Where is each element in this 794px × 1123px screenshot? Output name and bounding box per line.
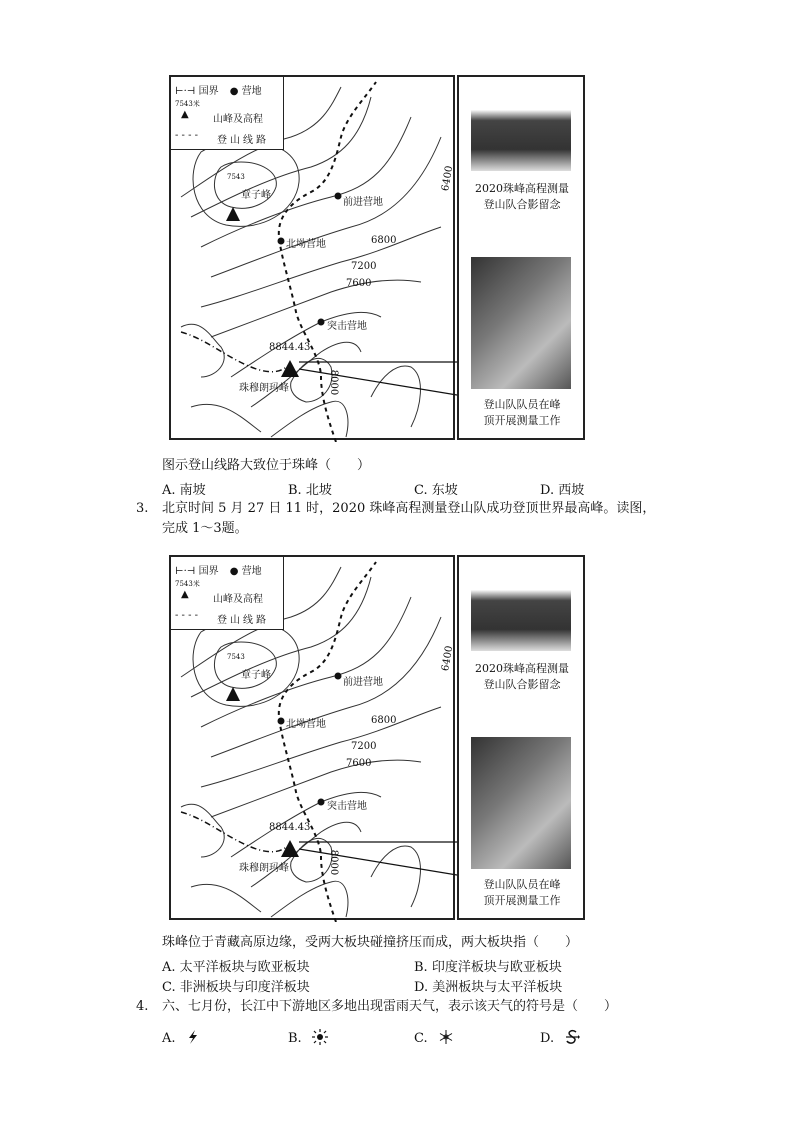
legend-camp-label: 营地 [241, 86, 262, 97]
contour-7600: 7600 [346, 758, 372, 769]
contour-6400: 6400 [440, 165, 456, 192]
summit-photo [471, 737, 571, 869]
assault-camp-marker [318, 799, 325, 806]
zhangzi-peak-icon [226, 207, 240, 221]
map-legend [171, 557, 284, 630]
border-symbol-icon: ⊢·⊣ [175, 86, 196, 97]
q4-option-c[interactable] [414, 1029, 454, 1046]
contour-map [169, 75, 455, 440]
photo2-caption-line2: 顶开展测量工作 [483, 414, 561, 427]
zhangzi-label: 章子峰 [241, 190, 271, 201]
q4-option-c-label: C. [414, 1031, 428, 1046]
q4-option-a-label: A. [162, 1031, 176, 1046]
q4-option-d[interactable] [540, 1029, 580, 1046]
everest-label: 珠穆朗玛峰 [239, 383, 289, 394]
photo-panel [457, 555, 585, 920]
legend-peak-label: 山峰及高程 [213, 594, 263, 605]
q3-option-c[interactable]: C. 非洲板块与印度洋板块 [162, 980, 310, 995]
zhangzi-elevation: 7543 [227, 173, 245, 181]
map-legend [171, 77, 284, 150]
zhangzi-elevation: 7543 [227, 653, 245, 661]
peak-symbol-icon: ▲ [181, 109, 189, 120]
q3-intro-line2: 完成 1～3题。 [162, 521, 248, 536]
summit-photo [471, 257, 571, 389]
q4-option-a[interactable] [162, 1029, 200, 1046]
border-symbol-icon: ⊢·⊣ [175, 566, 196, 577]
assault-camp-label: 突击营地 [327, 321, 367, 332]
photo1-caption-line1: 2020珠峰高程测量 [475, 662, 569, 675]
contour-6800: 6800 [371, 235, 397, 246]
photo1-caption-line2: 登山队合影留念 [483, 198, 561, 211]
contour-8000: 8000 [328, 849, 340, 876]
q4-option-b[interactable] [288, 1029, 328, 1046]
legend-camp-label: 营地 [241, 566, 262, 577]
legend-route-label: 登山线路 [217, 135, 269, 146]
sun-icon [312, 1029, 328, 1045]
q3-option-b[interactable]: B. 印度洋板块与欧亚板块 [414, 960, 562, 975]
assault-camp-label: 突击营地 [327, 801, 367, 812]
route-symbol-icon: - - - - [175, 130, 199, 141]
q2-option-d[interactable]: D. 西坡 [540, 483, 585, 498]
north-col-camp-label: 北坳营地 [286, 719, 326, 730]
legend-peak-label: 山峰及高程 [213, 114, 263, 125]
contour-7200: 7200 [351, 261, 377, 272]
snowflake-icon [438, 1029, 454, 1045]
q4-option-b-label: B. [288, 1031, 302, 1046]
photo2-caption-line2: 顶开展测量工作 [483, 894, 561, 907]
photo1-caption-line2: 登山队合影留念 [483, 678, 561, 691]
q4-option-d-label: D. [540, 1031, 555, 1046]
q4-stem: 六、七月份，长江中下游地区多地出现雷雨天气，表示该天气的符号是（ ） [162, 999, 618, 1014]
contour-map [169, 555, 455, 920]
everest-label: 珠穆朗玛峰 [239, 863, 289, 874]
everest-elevation: 8844.43 [269, 342, 311, 353]
peak-symbol-icon: ▲ [181, 589, 189, 600]
contour-7600: 7600 [346, 278, 372, 289]
photo2-caption-line1: 登山队队员在峰 [483, 878, 561, 891]
camp-symbol-icon: ● [229, 566, 239, 577]
photo2-caption-line1: 登山队队员在峰 [483, 398, 561, 411]
q2-option-c[interactable]: C. 东坡 [414, 483, 458, 498]
north-col-camp-marker [278, 238, 285, 245]
contour-6800: 6800 [371, 715, 397, 726]
photo1-caption-line1: 2020珠峰高程测量 [475, 182, 569, 195]
sandstorm-icon [564, 1029, 580, 1045]
forward-camp-marker [335, 673, 342, 680]
thunder-icon [186, 1029, 200, 1045]
photo-panel [457, 75, 585, 440]
q2-stem: 图示登山线路大致位于珠峰（ ） [162, 458, 371, 473]
figure-everest-map-2 [169, 555, 587, 920]
legend-peak-elev: 7543米 [175, 580, 200, 588]
zhangzi-label: 章子峰 [241, 670, 271, 681]
north-col-camp-marker [278, 718, 285, 725]
contour-6400: 6400 [440, 645, 456, 672]
figure-everest-map-1 [169, 75, 587, 440]
everest-peak-icon [281, 840, 299, 857]
contour-7200: 7200 [351, 741, 377, 752]
q3-option-a[interactable]: A. 太平洋板块与欧亚板块 [162, 960, 310, 975]
q2-option-a[interactable]: A. 南坡 [162, 483, 206, 498]
forward-camp-label: 前进营地 [343, 677, 383, 688]
q3-stem: 珠峰位于青藏高原边缘，受两大板块碰撞挤压而成，两大板块指（ ） [162, 935, 579, 950]
route-symbol-icon: - - - - [175, 610, 199, 621]
forward-camp-label: 前进营地 [343, 197, 383, 208]
contour-8000: 8000 [328, 369, 340, 396]
forward-camp-marker [335, 193, 342, 200]
everest-elevation: 8844.43 [269, 822, 311, 833]
q3-option-d[interactable]: D. 美洲板块与太平洋板块 [414, 980, 563, 995]
q4-number: 4. [136, 999, 149, 1014]
assault-camp-marker [318, 319, 325, 326]
q3-intro-line1: 北京时间 5 月 27 日 11 时，2020 珠峰高程测量登山队成功登顶世界最高峰。读图， [162, 501, 656, 516]
zhangzi-peak-icon [226, 687, 240, 701]
q2-option-b[interactable]: B. 北坡 [288, 483, 332, 498]
team-photo [471, 99, 571, 171]
camp-symbol-icon: ● [229, 86, 239, 97]
legend-route-label: 登山线路 [217, 615, 269, 626]
north-col-camp-label: 北坳营地 [286, 239, 326, 250]
everest-peak-icon [281, 360, 299, 377]
q3-number: 3. [136, 501, 149, 516]
legend-peak-elev: 7543米 [175, 100, 200, 108]
team-photo [471, 579, 571, 651]
legend-border-label: 国界 [198, 86, 219, 97]
legend-border-label: 国界 [198, 566, 219, 577]
